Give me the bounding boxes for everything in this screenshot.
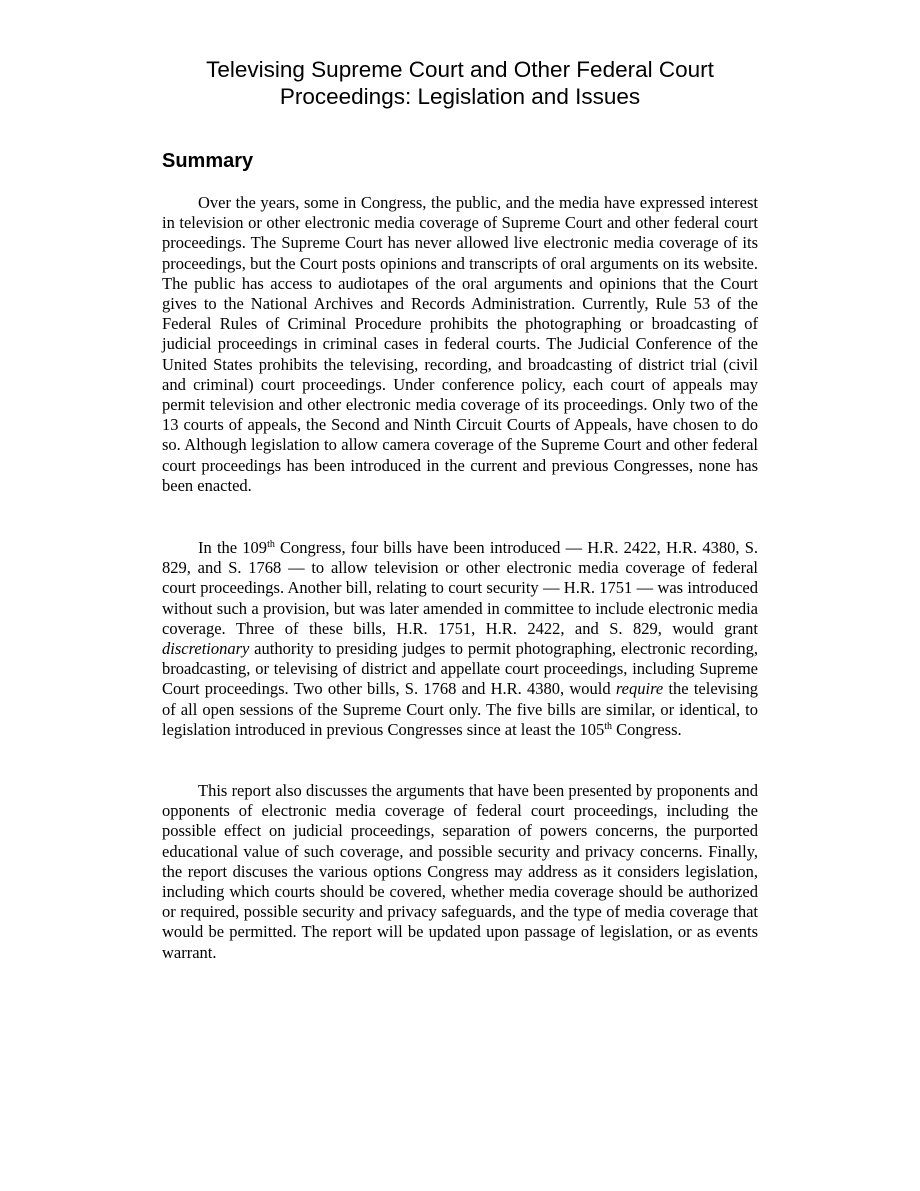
italic-require: require — [615, 679, 664, 699]
page-title-line-2: Proceedings: Legislation and Issues — [279, 84, 641, 109]
superscript-th-2: th — [604, 720, 612, 732]
paragraph-2-text-b: Congress, four bills have been introduced — H.R. 2422, H.R. 4380, S. 829, and S. 1768 — to allow television or other electronic media coverage of federal court proceedings. Another bill, relating to court security — H.R. 1751 — was introduced without such a provision, but was later amended in committee to include electronic media coverage. Three of these bills, H.R. 1751, H.R. 2422, and S. 829, would grant — [162, 538, 758, 638]
summary-heading: Summary — [162, 150, 254, 172]
page-title-line-1: Televising Supreme Court and Other Federal Court — [206, 57, 714, 82]
page-title — [162, 56, 758, 110]
summary-paragraph-1: Over the years, some in Congress, the public, and the media have expressed interest in television or other electronic media coverage of Supreme Court and other federal court proceedings. The Supreme Court has never allowed live electronic media coverage of its proceedings, but the Court posts opinions and transcripts of oral arguments on its website. The public has access to audiotapes of the oral arguments and opinions that the Court gives to the National Archives and Records Administration. Currently, Rule 53 of the Federal Rules of Criminal Procedure prohibits the photographing or broadcasting of judicial proceedings in criminal cases in federal courts. The Judicial Conference of the United States prohibits the televising, recording, and broadcasting of district trial (civil and criminal) court proceedings. Under conference policy, each court of appeals may permit television and other electronic media coverage of its proceedings. Only two of the 13 courts of appeals, the Second and Ninth Circuit Courts of Appeals, have chosen to do so. Although legislation to allow camera coverage of the Supreme Court and other federal court proceedings has been introduced in the current and previous Congresses, none has been enacted. — [162, 193, 758, 495]
summary-paragraph-3: This report also discusses the arguments that have been presented by proponents and opponents of electronic media coverage of federal court proceedings, including the possible effect on judicial proceedings, separation of powers concerns, the purported educational value of such coverage, and possible security and privacy concerns. Finally, the report discuses the various options Congress may address as it considers legislation, including which courts should be covered, whether media coverage should be authorized or required, possible security and privacy safeguards, and the type of media coverage that would be permitted. The report will be updated upon passage of legislation, or as events warrant. — [162, 781, 758, 962]
paragraph-2-text-g: Congress. — [611, 719, 682, 739]
paragraph-2-text-a: In the 109 — [198, 538, 268, 557]
italic-discretionary: discretionary — [162, 639, 250, 659]
superscript-th-1: th — [267, 539, 275, 550]
paragraph-2-text-d: authority to presiding judges to permit photographing, electronic recording, broadcasting, or televising of district and appellate court proceedings, including Supreme Court proceedings. Two other bills, S. 1768 and H.R. 4380, would — [162, 639, 758, 699]
summary-paragraph-2 — [162, 538, 758, 740]
paragraph-2-text-f: the televising of all open sessions of the Supreme Court only. The five bills are similar, or identical, to legislation introduced in previous Congresses since at least the 105 — [162, 679, 758, 739]
